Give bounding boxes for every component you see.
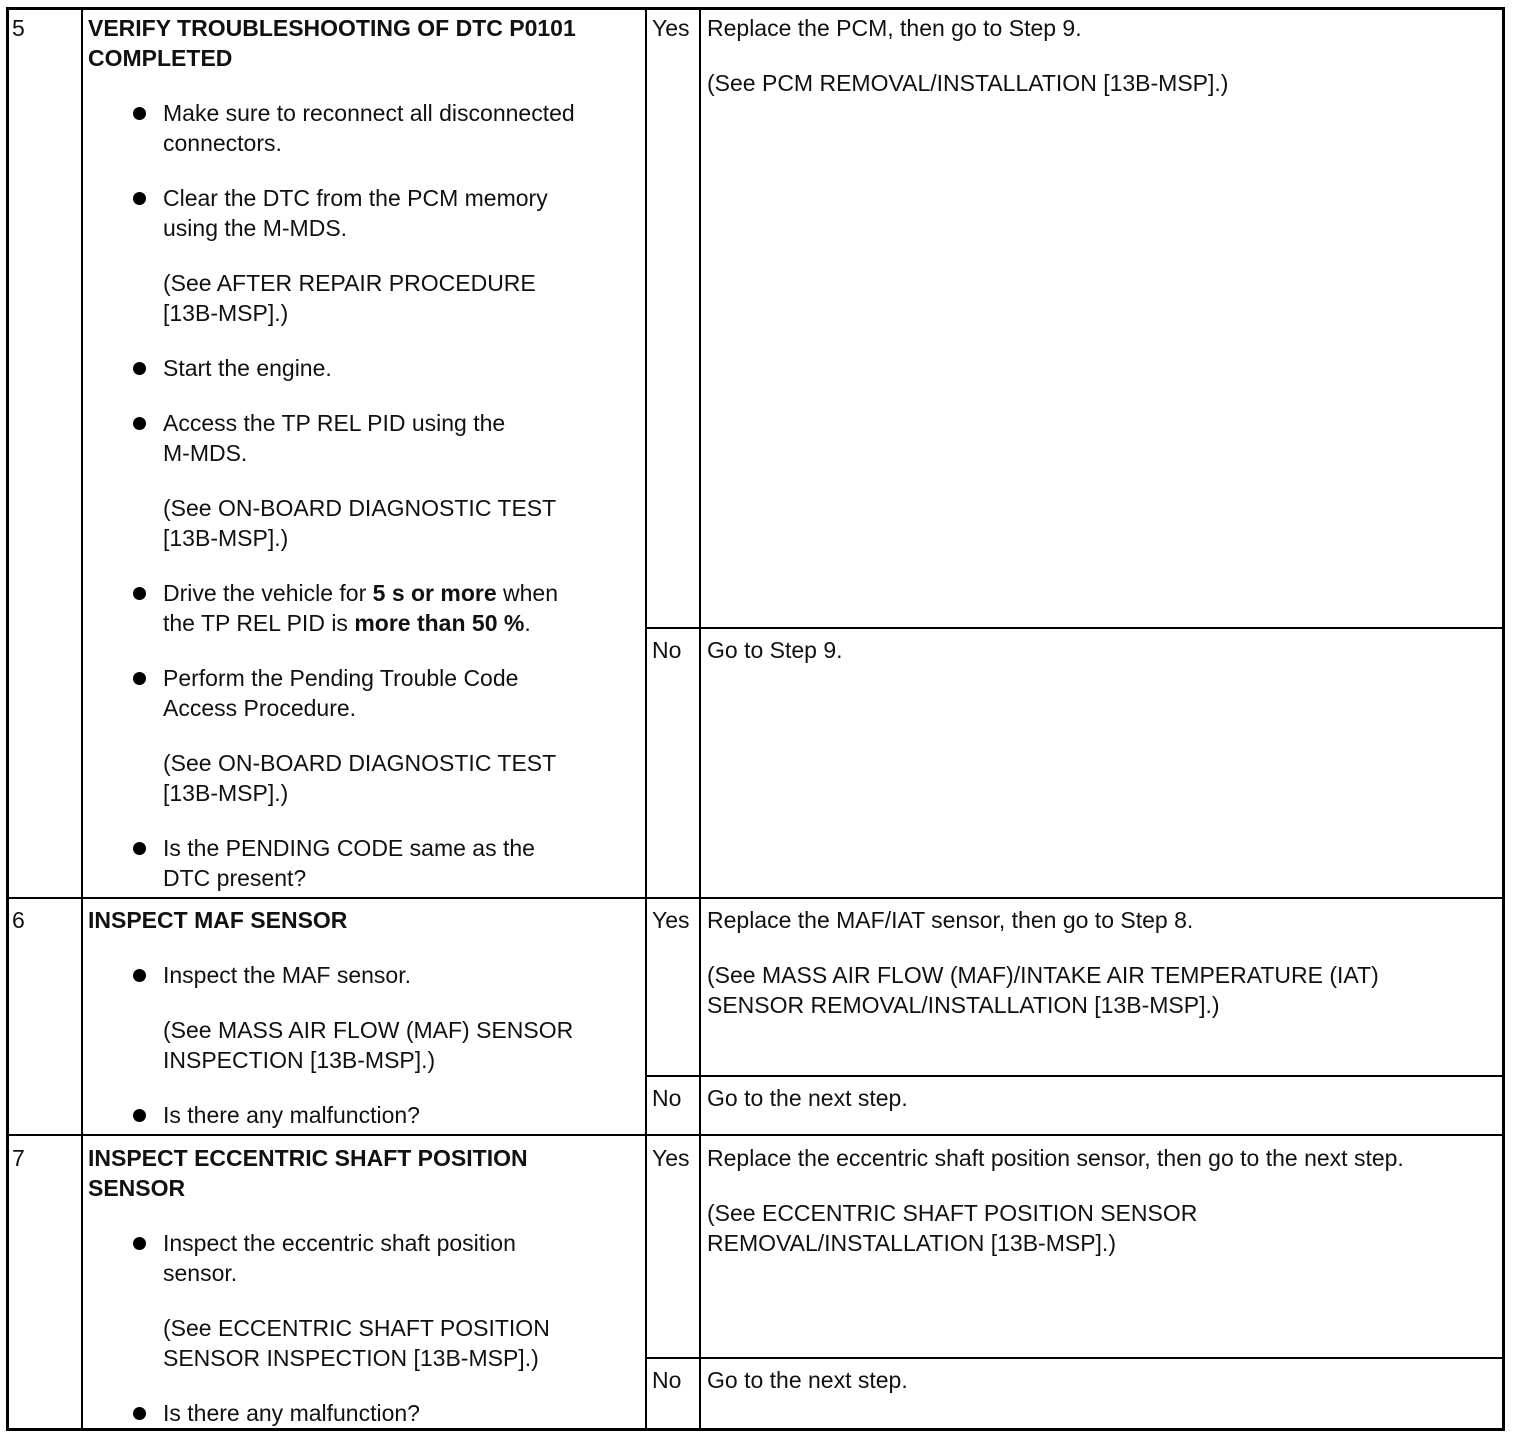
row-divider-6-yesno [645,1075,1505,1077]
step-number: 6 [12,907,25,933]
yes-action: Replace the PCM, then go to Step 9. [707,15,1082,41]
row-divider-5-6 [6,897,1505,899]
bullet-icon [133,192,146,205]
yes-label: Yes [652,15,690,41]
list-item: Inspect the eccentric shaft position [163,1230,516,1256]
list-item: connectors. [163,130,282,156]
bullet-icon [133,1237,146,1250]
list-item: M-MDS. [163,440,248,466]
no-label: No [652,637,682,663]
bullet-icon [133,1109,146,1122]
reference-text: [13B-MSP].) [163,300,289,326]
reference-text: (See ON-BOARD DIAGNOSTIC TEST [163,495,557,521]
reference-text: REMOVAL/INSTALLATION [13B-MSP].) [707,1230,1116,1256]
reference-text: (See ECCENTRIC SHAFT POSITION SENSOR [707,1200,1198,1226]
emphasis-text: 5 s or more [372,580,497,606]
column-divider-step [81,7,83,1431]
bullet-icon [133,969,146,982]
reference-text: (See MASS AIR FLOW (MAF) SENSOR [163,1017,574,1043]
text-run: . [524,610,531,636]
reference-text: (See AFTER REPAIR PROCEDURE [163,270,536,296]
step-number: 5 [12,15,25,41]
list-item: Access Procedure. [163,695,357,721]
no-action: Go to Step 9. [707,637,843,663]
emphasis-text: more than 50 % [354,610,525,636]
yes-action: Replace the eccentric shaft position sensor, then go to the next step. [707,1145,1404,1171]
row-divider-7-yesno [645,1357,1505,1359]
no-label: No [652,1085,682,1111]
list-item [163,608,531,638]
list-item: Access the TP REL PID using the [163,410,506,436]
reference-text: (See ECCENTRIC SHAFT POSITION [163,1315,550,1341]
step-title: SENSOR [88,1175,186,1201]
step-title: INSPECT ECCENTRIC SHAFT POSITION [88,1145,528,1171]
list-item: Is there any malfunction? [163,1400,420,1426]
row-divider-6-7 [6,1134,1505,1136]
step-title: COMPLETED [88,45,233,71]
list-item: Start the engine. [163,355,332,381]
reference-text: (See PCM REMOVAL/INSTALLATION [13B-MSP].) [707,70,1229,96]
reference-text: SENSOR INSPECTION [13B-MSP].) [163,1345,539,1371]
reference-text: SENSOR REMOVAL/INSTALLATION [13B-MSP].) [707,992,1220,1018]
reference-text: (See ON-BOARD DIAGNOSTIC TEST [163,750,557,776]
text-run: when [496,580,559,606]
bullet-icon [133,587,146,600]
step-number: 7 [12,1145,25,1171]
list-item: Clear the DTC from the PCM memory [163,185,548,211]
yes-label: Yes [652,907,690,933]
text-run: the TP REL PID is [163,610,355,636]
list-item: Perform the Pending Trouble Code [163,665,519,691]
bullet-icon [133,417,146,430]
bullet-icon [133,362,146,375]
column-divider-result [699,7,701,1431]
reference-text: (See MASS AIR FLOW (MAF)/INTAKE AIR TEMPERATURE (IAT) [707,962,1379,988]
list-item: Is there any malfunction? [163,1102,420,1128]
row-divider-5-yesno [645,627,1505,629]
column-divider-action [645,7,647,1431]
list-item: Inspect the MAF sensor. [163,962,412,988]
step-title: INSPECT MAF SENSOR [88,907,348,933]
list-item: DTC present? [163,865,307,891]
list-item: using the M-MDS. [163,215,348,241]
yes-action: Replace the MAF/IAT sensor, then go to Step 8. [707,907,1194,933]
bullet-icon [133,1407,146,1420]
list-item [163,578,558,608]
step-title: VERIFY TROUBLESHOOTING OF DTC P0101 [88,15,576,41]
text-run: Drive the vehicle for [163,580,373,606]
list-item: sensor. [163,1260,238,1286]
bullet-icon [133,107,146,120]
no-label: No [652,1367,682,1393]
reference-text: [13B-MSP].) [163,780,289,806]
yes-label: Yes [652,1145,690,1171]
bullet-icon [133,842,146,855]
no-action: Go to the next step. [707,1367,908,1393]
list-item: Make sure to reconnect all disconnected [163,100,575,126]
no-action: Go to the next step. [707,1085,908,1111]
list-item: Is the PENDING CODE same as the [163,835,535,861]
reference-text: [13B-MSP].) [163,525,289,551]
reference-text: INSPECTION [13B-MSP].) [163,1047,436,1073]
bullet-icon [133,672,146,685]
